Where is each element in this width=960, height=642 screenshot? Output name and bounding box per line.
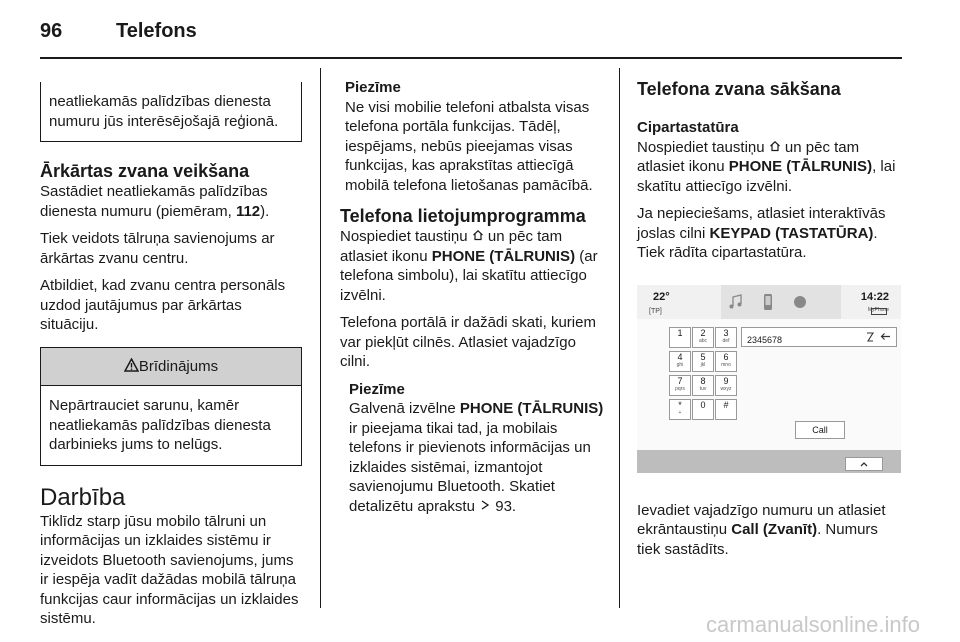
key-digit: 9	[723, 375, 729, 386]
home-key-icon	[769, 140, 781, 152]
keypad-key[interactable]	[715, 399, 737, 420]
warning-box	[40, 347, 302, 466]
note-title: Piezīme	[349, 380, 405, 398]
paragraph: Nospiediet taustiņu un pēc tam atlasiet ikonu PHONE (TĀLRUNIS) (ar telefona simbolu), lai skatītu attiecīgo izvēlni.	[340, 228, 598, 304]
note-text: Galvenā izvēlne PHONE (TĀLRUNIS) ir pieejama tikai tad, ja mobilais telefons ir pievienots informācijas un izklaides sistēmai, izmantojot savienojumu Bluetooth. Skatiet detalizētu aprakstu 93.	[349, 400, 604, 515]
paragraph: Telefona portālā ir dažādi skati, kuriem var piekļūt cilnēs. Atlasiet vajadzīgo cilni.	[340, 314, 596, 370]
header-rule	[40, 57, 902, 59]
dialed-number: 2345678	[747, 334, 783, 345]
screen-keypad-area	[637, 319, 901, 450]
screen-status-bar	[637, 285, 901, 319]
key-digit: 1	[677, 327, 683, 338]
subsection-title-keypad: Cipartastatūra	[637, 119, 739, 136]
column-middle	[340, 78, 604, 524]
page-header	[40, 20, 197, 43]
warning-text: Nepārtrauciet sarunu, kamēr neatliekamās palīdzības dienesta darbinieks jums to nelūgs.	[49, 397, 271, 453]
watermark: carmanualsonline.info	[705, 612, 920, 637]
warning-header	[41, 348, 301, 387]
key-digit: 7	[677, 375, 683, 386]
expand-button[interactable]	[845, 457, 883, 471]
column-divider	[619, 68, 620, 608]
paragraph: Sastādiet neatliekamās palīdzības dienesta numuru (piemēram, 112).	[40, 183, 270, 220]
music-icon	[725, 291, 747, 313]
continued-box-text: neatliekamās palīdzības dienesta numuru jūs interēsējošajā reģionā.	[49, 93, 279, 130]
paragraph: Tiek veidots tālruņa savienojums ar ārkārtas zvanu centru.	[40, 230, 275, 267]
voice-icon	[865, 331, 875, 343]
key-letters: def	[722, 337, 730, 344]
column-left	[40, 82, 302, 637]
column-divider	[320, 68, 321, 608]
key-letters: wxyz	[720, 385, 732, 392]
note-box	[340, 380, 604, 517]
keypad-key[interactable]	[692, 327, 714, 348]
key-letters: abc	[698, 337, 708, 344]
paragraph: Nospiediet taustiņu un pēc tam atlasiet ikonu PHONE (TĀLRUNIS), lai skatītu attiecīgo izvēlni.	[637, 138, 896, 195]
keypad-key[interactable]	[669, 327, 691, 348]
phone-name: MyPhone	[867, 306, 889, 313]
chevron-up-icon	[860, 461, 868, 467]
call-button[interactable]: Call	[795, 421, 845, 439]
key-letters: jkl	[700, 361, 706, 368]
keypad-key[interactable]	[669, 375, 691, 396]
paragraph: Atbildiet, kad zvanu centra personāls uzdod jautājumus par ārkārtas situāciju.	[40, 277, 286, 333]
paragraph: Tiklīdz starp jūsu mobilo tālruni un informācijas un izklaides sistēmu ir izveidots Bluetooth savienojums, jums ir iespēja vadīt dažādas mobilā tālruņa funkcijas caur informācijas un izklaides sistēmu.	[40, 512, 299, 627]
key-letters: tuv	[699, 385, 707, 392]
globe-icon	[789, 291, 811, 313]
key-digit: #	[723, 399, 729, 410]
chapter-title: Telefons	[116, 20, 197, 42]
key-digit: 6	[723, 351, 729, 362]
key-digit: 3	[723, 327, 729, 338]
keypad-key[interactable]	[669, 399, 691, 420]
number-field[interactable]	[741, 327, 897, 347]
clock: 14:22	[860, 290, 889, 303]
page-reference-icon	[479, 499, 491, 511]
paragraph: Ja nepieciešams, atlasiet interaktīvās joslas cilni KEYPAD (TASTATŪRA). Tiek rādīta cipartastatūra.	[637, 205, 886, 261]
key-digit: *	[678, 399, 682, 410]
screen-bottom-bar	[637, 450, 901, 473]
battery-icon	[871, 308, 887, 315]
section-title-operation: Darbība	[40, 483, 126, 511]
tp-indicator: [TP]	[649, 307, 662, 315]
key-digit: 4	[677, 351, 683, 362]
key-digit: 2	[700, 327, 706, 338]
section-title-emergency: Ārkārtas zvana veikšana	[40, 161, 250, 181]
warning-title: Brīdinājums	[138, 357, 219, 375]
keypad-key[interactable]	[715, 327, 737, 348]
key-letters: +	[678, 409, 682, 416]
note-text: Ne visi mobilie telefoni atbalsta visas telefona portāla funkcijas. Tādēļ, iespējams, nebūs pieejamas visas funkcijas, kas aprakstītas attiecīgā mobilā telefona lietošanas pamācībā.	[345, 98, 593, 194]
page-number: 96	[40, 20, 63, 42]
note-box	[340, 78, 604, 195]
key-digit: 8	[700, 375, 706, 386]
key-digit: 5	[700, 351, 706, 362]
key-digit: 0	[700, 399, 706, 410]
section-title-start-call: Telefona zvana sākšana	[637, 79, 841, 99]
section-title-phone-app: Telefona lietojumprogramma	[340, 206, 586, 226]
keypad-key[interactable]	[715, 375, 737, 396]
column-right	[637, 78, 905, 567]
key-letters: mno	[721, 361, 731, 368]
warning-icon	[124, 358, 139, 372]
keypad-key[interactable]	[692, 399, 714, 420]
paragraph: Ievadiet vajadzīgo numuru un atlasiet ekrāntaustiņu Call (Zvanīt). Numurs tiek sastādīts.	[637, 501, 886, 558]
keypad-key[interactable]	[692, 351, 714, 372]
keypad-key[interactable]	[692, 375, 714, 396]
backspace-icon	[880, 332, 891, 341]
key-letters: ghi	[676, 361, 684, 368]
key-letters: pqrs	[675, 385, 685, 392]
home-key-icon	[472, 229, 484, 241]
keypad-key[interactable]	[715, 351, 737, 372]
temperature: 22°	[653, 290, 670, 303]
continued-box	[40, 82, 302, 142]
note-title: Piezīme	[345, 79, 401, 96]
phone-icon	[757, 291, 779, 313]
keypad-key[interactable]	[669, 351, 691, 372]
keypad-screen-image	[637, 285, 901, 473]
